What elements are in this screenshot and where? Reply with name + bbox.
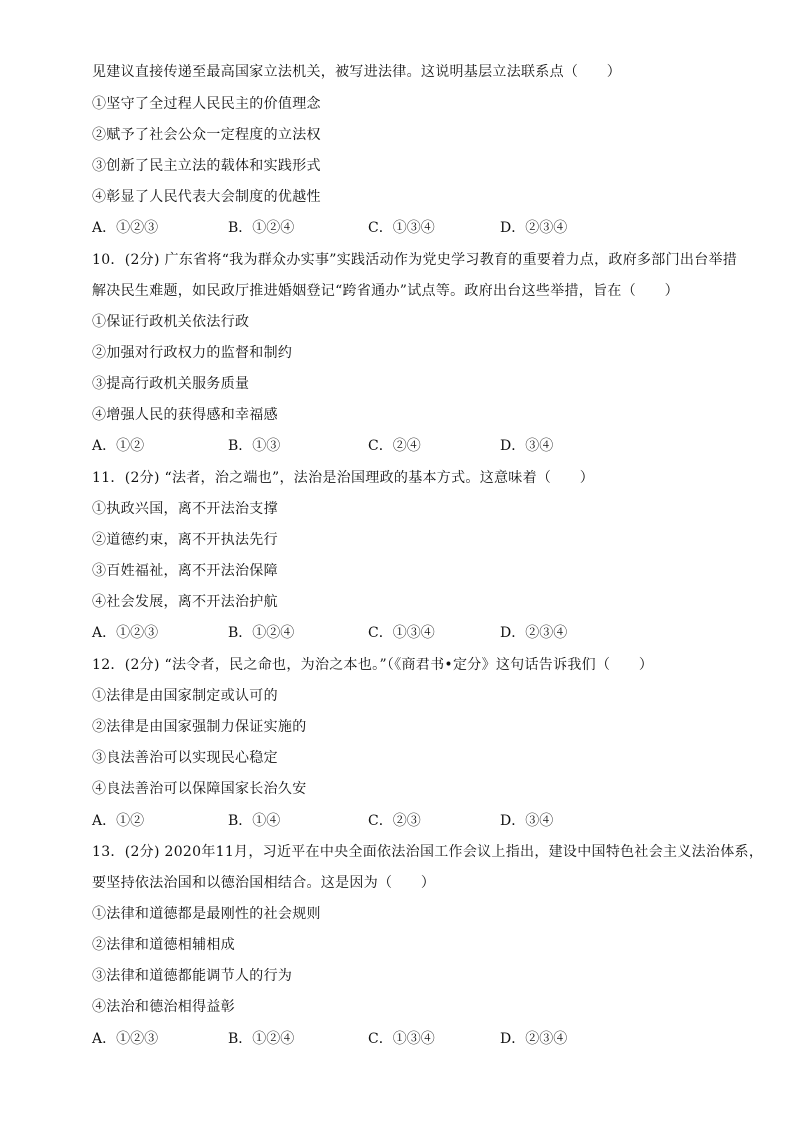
q11-options (92, 623, 652, 643)
q13-option-c: C．①③④ (368, 1031, 435, 1047)
q12-item-1: ①法律是由国家制定或认可的 (92, 688, 278, 704)
q11-item-1: ①执政兴国，离不开法治支撑 (92, 501, 278, 517)
q10-item-2: ②加强对行政权力的监督和制约 (92, 345, 293, 361)
q13-options (92, 1029, 652, 1049)
q11-item-3: ③百姓福祉，离不开法治保障 (92, 563, 278, 579)
q9-item-1: ①坚守了全过程人民民主的价值理念 (92, 96, 321, 112)
q12-options (92, 811, 652, 831)
q12-item-4: ④良法善治可以保障国家长治久安 (92, 781, 307, 797)
q11-item-4: ④社会发展，离不开法治护航 (92, 594, 278, 610)
q9-item-2: ②赋予了社会公众一定程度的立法权 (92, 127, 321, 143)
q12-option-a: A．①② (92, 813, 145, 829)
q10-option-a: A．①② (92, 438, 145, 454)
q12-item-3: ③良法善治可以实现民心稳定 (92, 750, 278, 766)
q12-option-d: D．③④ (500, 813, 554, 829)
q9-item-4: ④彰显了人民代表大会制度的优越性 (92, 189, 321, 205)
q10-option-d: D．③④ (500, 438, 554, 454)
q11-option-c: C．①③④ (368, 625, 435, 641)
q12-item-2: ②法律是由国家强制力保证实施的 (92, 719, 307, 735)
q10-option-b: B．①③ (228, 438, 281, 454)
q11-option-d: D．②③④ (500, 625, 568, 641)
q10-option-c: C．②④ (368, 438, 421, 454)
q9-option-c: C．①③④ (368, 220, 435, 236)
q10-item-1: ①保证行政机关依法行政 (92, 314, 250, 330)
q9-item-3: ③创新了民主立法的载体和实践形式 (92, 158, 321, 174)
q13-stem-line1: 13．(2分) 2020年11月，习近平在中央全面依法治国工作会议上指出，建设中国特色社会主义法治体系， (92, 844, 764, 860)
q13-option-b: B．①②④ (228, 1031, 295, 1047)
q13-item-1: ①法律和道德都是最刚性的社会规则 (92, 906, 321, 922)
q13-option-a: A．①②③ (92, 1031, 159, 1047)
q9-options (92, 218, 652, 238)
q12-stem-line1: 12．(2分) “法令者，民之命也，为治之本也。”（《商君书•定分》这句话告诉我们（ ） (92, 657, 654, 673)
q13-stem-line2: 要坚持依法治国和以德治国相结合。这是因为（ ） (92, 875, 436, 891)
q11-stem-line1: 11．(2分) “法者，治之端也”，法治是治国理政的基本方式。这意味着（ ） (92, 470, 595, 486)
q11-option-a: A．①②③ (92, 625, 159, 641)
q10-stem-line2: 解决民生难题，如民政厅推进婚姻登记“跨省通办”试点等。政府出台这些举措，旨在（ ） (92, 283, 679, 299)
q11-item-2: ②道德约束，离不开执法先行 (92, 532, 278, 548)
q13-item-2: ②法律和道德相辅相成 (92, 937, 235, 953)
q13-option-d: D．②③④ (500, 1031, 568, 1047)
q10-item-4: ④增强人民的获得感和幸福感 (92, 407, 278, 423)
q13-item-4: ④法治和德治相得益彰 (92, 999, 235, 1015)
q9-stem: 见建议直接传递至最高国家立法机关，被写进法律。这说明基层立法联系点（ ） (92, 64, 622, 80)
q9-option-a: A．①②③ (92, 220, 159, 236)
q10-stem-line1: 10．(2分) 广东省将“我为群众办实事”实践活动作为党史学习教育的重要着力点，政府多部门出台举措 (92, 252, 738, 268)
q12-option-b: B．①④ (228, 813, 281, 829)
q9-option-b: B．①②④ (228, 220, 295, 236)
q10-item-3: ③提高行政机关服务质量 (92, 376, 250, 392)
q9-option-d: D．②③④ (500, 220, 568, 236)
q11-option-b: B．①②④ (228, 625, 295, 641)
q12-option-c: C．②③ (368, 813, 421, 829)
q10-options (92, 436, 652, 456)
q13-item-3: ③法律和道德都能调节人的行为 (92, 968, 293, 984)
